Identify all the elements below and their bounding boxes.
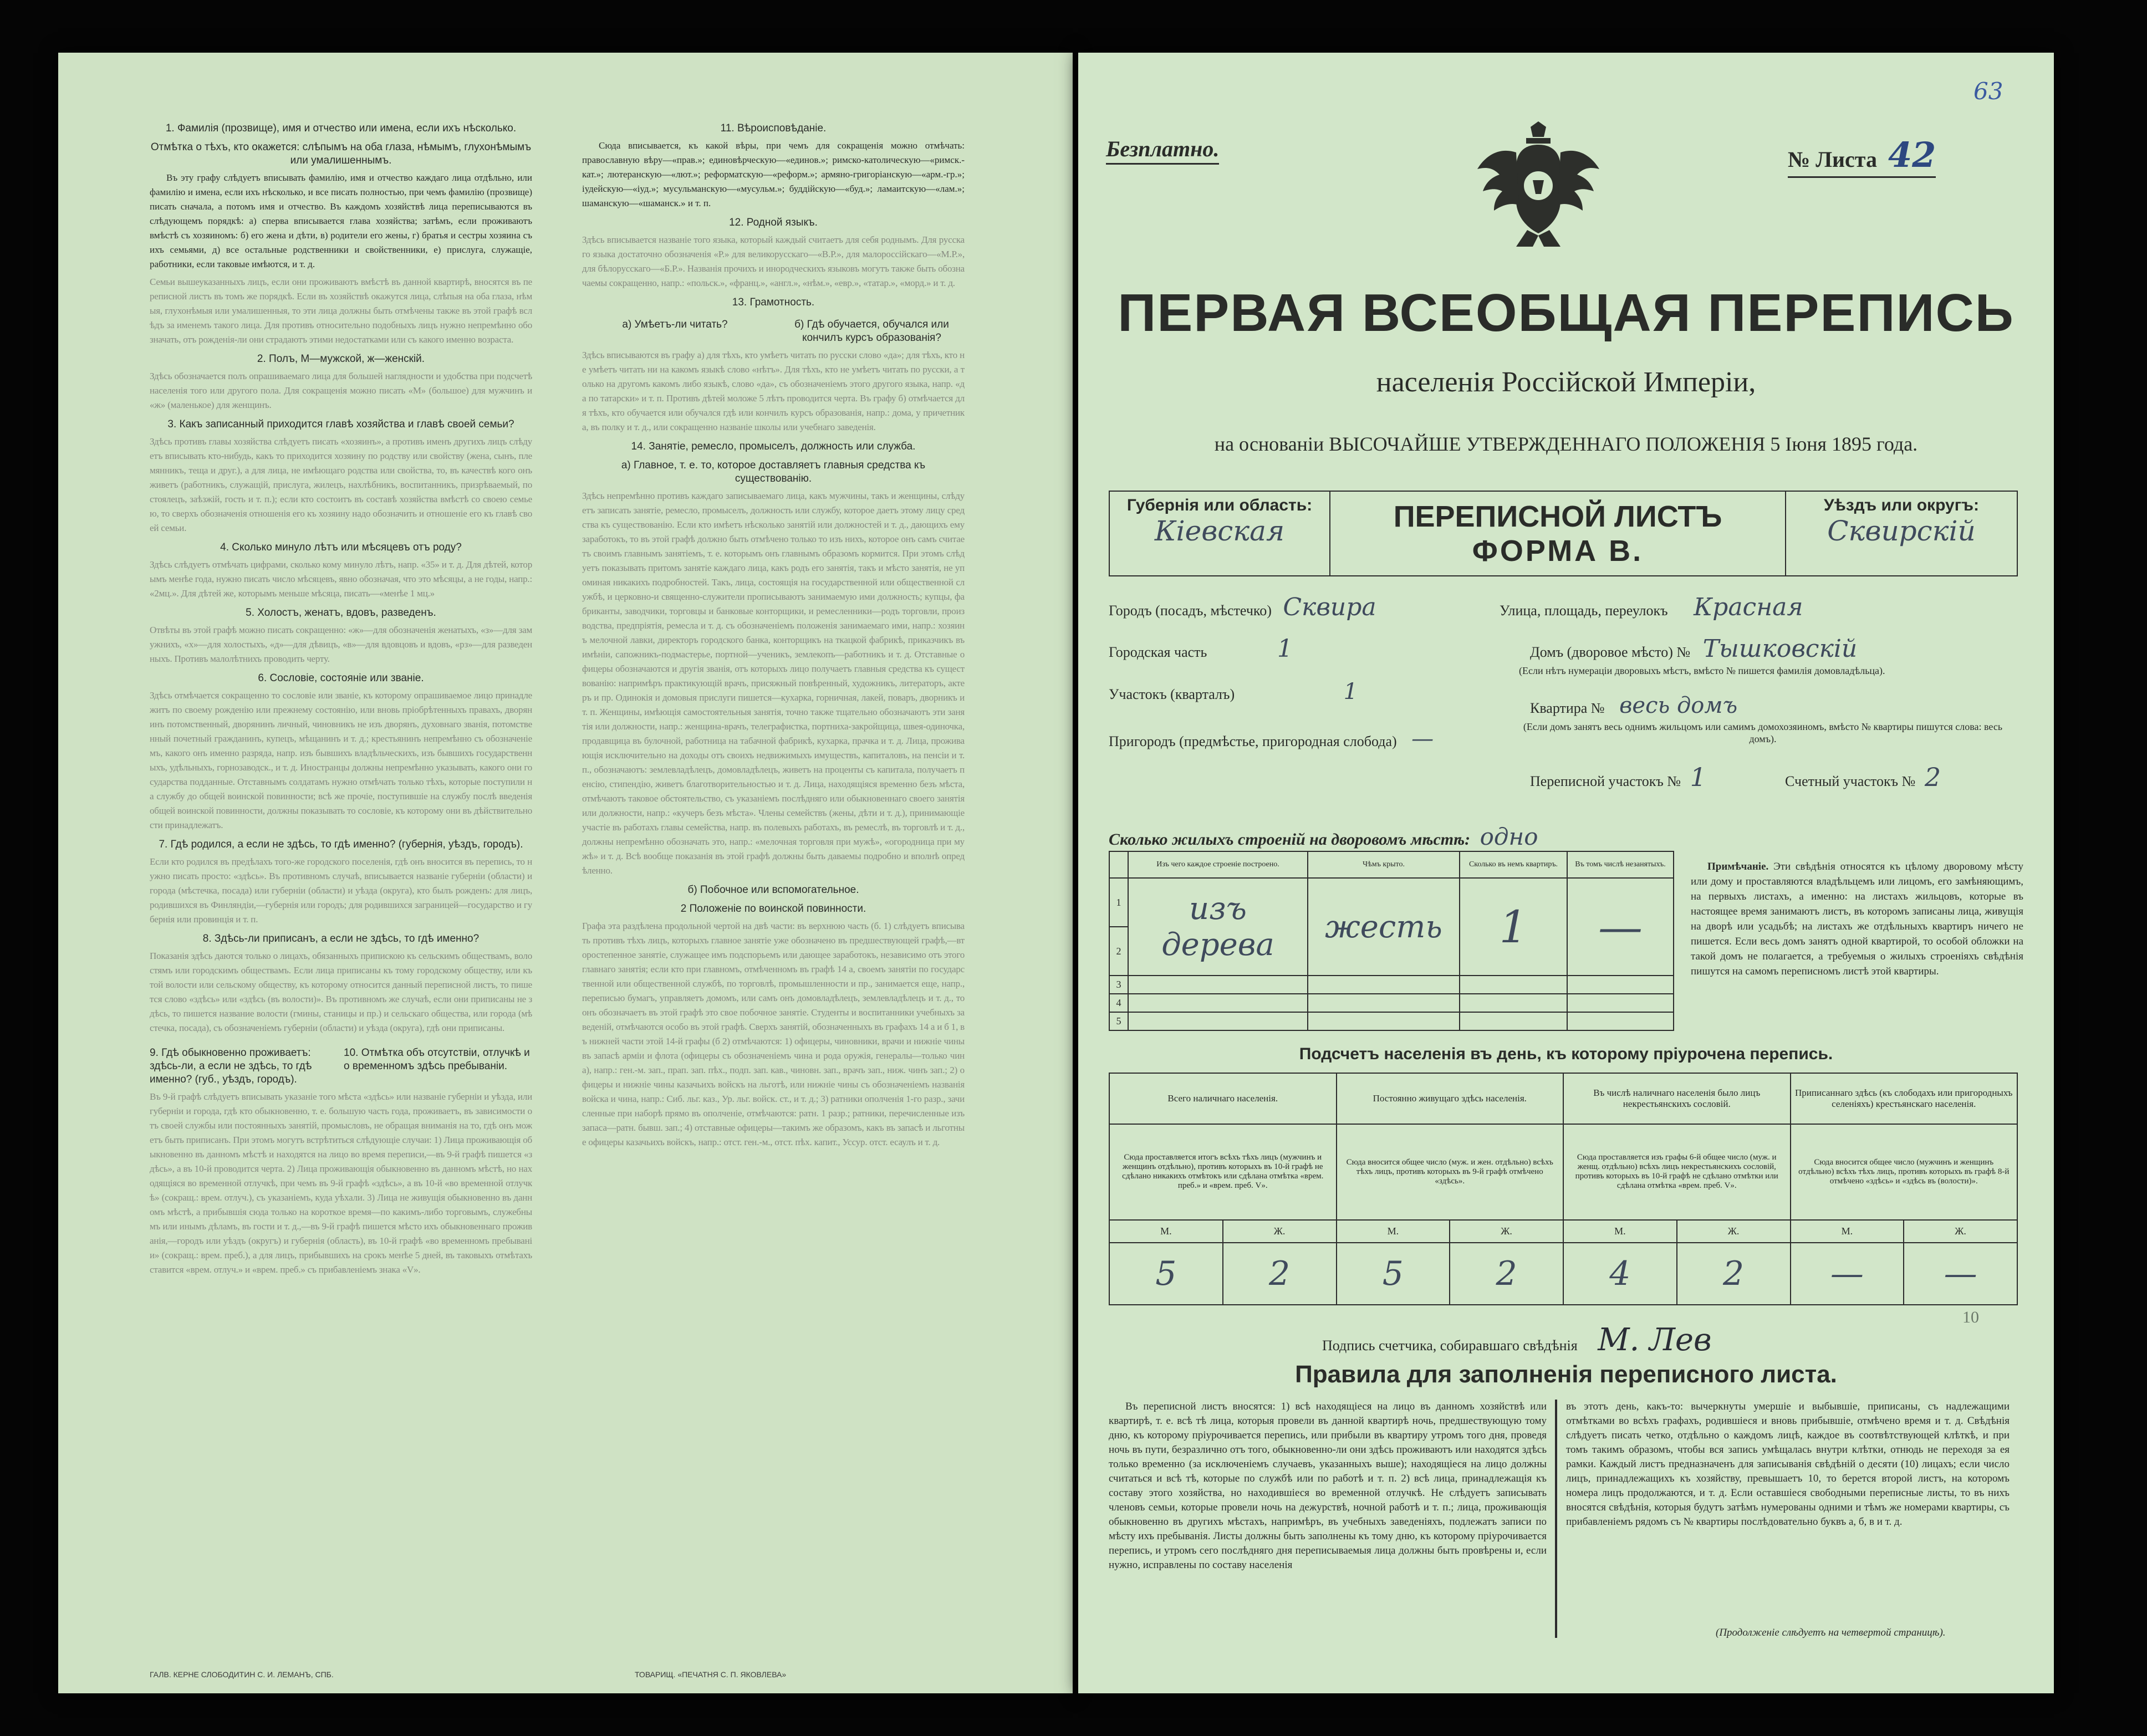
side-page-number: 10 xyxy=(1962,1308,1979,1326)
uchastok-value: 1 xyxy=(1343,679,1358,704)
count-value: 2 xyxy=(1450,1243,1563,1305)
col-zh: Ж. xyxy=(1677,1220,1791,1243)
bldg-material: изъ дерева xyxy=(1128,878,1308,976)
instructions-column-1: 1. Фамилія (прозвище), имя и отчество или имена, если ихъ нѣсколько. Отмѣтка о тѣхъ, кто окажется: слѣпымъ на оба глаза, нѣмымъ, глухонѣмымъ или умалишеннымъ. Въ эту графу слѣдуетъ вписывать фамилію, имя и отчество каждаго лица отдѣльно, или фамилію и имена, если ихъ нѣсколько, и все писать полностью, при чемъ фамилію (прозвище) писать сначала, а потомъ имя и отчество. Въ каждомъ хозяйствѣ лица переписываются въ слѣдующемъ порядкѣ: а) сперва вписывается глава хозяйства; затѣмъ, если проживаютъ вмѣстѣ съ хозяиномъ: б) его жена и дѣти, в) родители его жены, г) братья и сестры хозяина съ ихъ семьями, д) все остальные родственники и свойственники, е) прислуга, служащіе, работники, если таковые имѣются, и т. д. Семьи вышеуказанныхъ лицъ, если они проживаютъ вмѣстѣ въ данной квартирѣ, вносятся въ переписной листъ въ томъ же порядкѣ. Если въ хозяйствѣ окажутся лица, слѣпыя на оба глаза, нѣмыя, глухонѣмыя или умалишенныя, то эти лица должны быть отмѣчены также въ этой графѣ вслѣдъ за именемъ такого лица. Для противъ относительно подобныхъ лицъ нужно непремѣнно обозначать, отъ рожденія-ли они страдаютъ этими недостатками или съ какого именно возраста. 2. Полъ, М—мужской, ж—женскій. Здѣсь обозначается полъ опрашиваемаго лица для большей наглядности и удобства при подсчетѣ населенія того или другого пола. Для сокращенія можно писать «М» (большое) для мужчинъ и «ж» (маленькое) для женщинъ. 3. Какъ записанный приходится главѣ хозяйства и главѣ своей семьи? Здѣсь противъ главы хозяйства слѣдуетъ писать «хозяинъ», а противъ именъ другихъ лицъ слѣдуетъ вписывать кто-нибудь, какъ то приходится хозяину по родству или свойству (жена, сынъ, племянникъ, теща и друг.), а для лица, не имѣющаго родства или свойства, то, въ качествѣ кого онъ живетъ (работникъ, служащій, прислуга, жилецъ, нахлѣбникъ, воспитанникъ, призрѣваемый, постоялецъ, заѣзжій, гость и т. п.); если кто состоитъ въ составѣ хозяйства вмѣстѣ со своею семьею, то сверхъ обозначенія отношенія его къ хозяину надо обозначить и отношеніе его къ главѣ своей семьи. 4. Сколько минуло лѣтъ или мѣсяцевъ отъ роду? Здѣсь слѣдуетъ отмѣчать цифрами, сколько кому минуло лѣтъ, напр. «35» и т. д. Для дѣтей, которымъ менѣе года, нужно писать число мѣсяцевъ, явно обозначая, что это мѣсяцы, а не годы, напр.: «2мц.». Для дѣтей же, которымъ меньше мѣсяца, писать—«менѣе 1 мц.» 5. Холостъ, женатъ, вдовъ, разведенъ. Отвѣты въ этой графѣ можно писать сокращенно: «ж»—для обозначенія женатыхъ, «з»—для замужнихъ, «х»—для холостыхъ, «д»—для дѣвицъ, «в»—для вдовцовъ и вдовъ, «рз»—для разведенныхъ. Противъ малолѣтнихъ проводить черту. 6. Сословіе, состояніе или званіе. Здѣсь отмѣчается сокращенно то сословіе или званіе, къ которому опрашиваемое лицо принадлежитъ по своему рожденію или прежнему состоянію, или вновь пріобрѣтенныхъ правахъ, дворянинъ потомственный, дворянинъ личный, чиновникъ не изъ дворянъ, духовнаго званія, потомственный почетный гражданинъ, купецъ, мѣщанинъ и т. д.; крестьянинъ непремѣнно съ обозначеніемъ, какого онъ именно разряда, напр. изъ бывшихъ владѣльческихъ, изъ бывшихъ государственныхъ, удѣльныхъ, горнозаводск., и т. д. Иностранцы должны непремѣнно указывать, какого они государства подданные. Отставнымъ солдатамъ нужно отмѣчать только тѣхъ, которые поступили на службу до общей воинской повинности; всѣ же прочіе, поступившіе на службу послѣ введенія общей воинской повинности, должны показывать то сословіе, къ которому они въ дѣйствительности принадлежатъ. 7. Гдѣ родился, а если не здѣсь, то гдѣ именно? (губернія, уѣздъ, городъ). Если кто родился въ предѣлахъ того-же городского поселенія, гдѣ онъ вносится въ перепись, то нужно писать просто: «здѣсь». Въ противномъ случаѣ, вписывается названіе губерніи (области) и города (мѣстечка, посада) или губерніи (области) и уѣзда (округа), кто былъ рожденъ: для лицъ, родившихся въ Финляндіи,—губернія или городъ; для родившихся заграницей—государство и губернія или провинція и т. п. 8. Здѣсь-ли приписанъ, а если не здѣсь, то гдѣ именно? Показанія здѣсь даются только о лицахъ, обязанныхъ припискою къ сельскимъ обществамъ, волостямъ или городскимъ обществамъ. Если лица приписаны къ тому городскому обществу, или къ той волости или сельскому обществу, къ которому относится данный переписной листъ, то пишется слово «здѣсь» или «здѣсь (въ волости)». Въ противномъ же случаѣ, если они приписаны не здѣсь, то пишется название волости (гмины, станицы и пр.) и сельскаго общества, или города (мѣстечка, посада), съ обозначеніемъ губерніи (области) и уѣзда (округа), гдѣ они приписаны. 9. Гдѣ обыкновенно проживаетъ: здѣсь-ли, а если не здѣсь, то гдѣ именно? (губ., уѣздъ, городъ). 10. Отмѣтка объ отсутствіи, отлучкѣ и о временномъ здѣсь пребываніи. Въ 9-й графѣ слѣдуетъ вписывать указаніе того мѣста «здѣсь» или названіе губерніи и уѣзда, или губерніи и города, гдѣ кто обыкновенно, т. е. большую часть года, проживаетъ, въ зависимости отъ своей службы или постоянныхъ занятій, промысловъ, не обращая вниманія на то, гдѣ онъ можетъ быть приписанъ. При этомъ могутъ встрѣтиться слѣдующіе случаи: 1) Лица проживающія обыкновенно въ данномъ мѣстѣ и находятся на лицо во время переписи,—въ 9-й графѣ пишется «здѣсь», а въ 10-й проводится черта. 2) Лица проживающія обыкновенно въ данномъ мѣстѣ, но находящіяся во временной отлучкѣ, при чемъ въ 9-й графѣ «здѣсь», а въ 10-й «во временной отлучкѣ» (сокращ.: врем. отлуч.), съ указаніемъ, куда уѣхали. 3) Лица не живущія обыкновенно въ данномъ мѣстѣ, а прибывшія сюда только на короткое время—по какимъ-либо торговымъ, служебнымъ или инымъ дѣламъ, въ гости и т. д.,—въ 9-й графѣ пишется мѣсто ихъ обыкновеннаго проживанія,—городъ или уѣздъ (округъ) и губернія (область), въ 10-й графѣ «во временномъ пребываніи» (сокращ.: врем. преб.), а для лицъ, прибывшихъ на срокъ менѣе 5 дней, въ таковыхъ отмѣтахъ ставится «врем. отлуч.» и «врем. преб.» съ прибавленіемъ знака «V». xyxy=(150,122,532,1275)
uchastok-label: Участокъ (кварталъ) xyxy=(1109,686,1235,702)
dom-value: Тышковскій xyxy=(1702,635,1858,663)
imperial-eagle-icon xyxy=(1472,114,1605,252)
uezd-label: Уѣздъ или округъ: xyxy=(1823,496,1980,514)
count-value: 2 xyxy=(1677,1243,1791,1305)
heading-4: 4. Сколько минуло лѣтъ или мѣсяцевъ отъ роду? xyxy=(220,542,462,553)
heading-10: 10. Отмѣтка объ отсутствіи, отлучкѣ и о временномъ здѣсь пребываніи. xyxy=(344,1047,530,1072)
census-subtitle: населенія Россійской Имперіи, xyxy=(1376,366,1756,398)
left-page-instructions xyxy=(58,53,1073,1693)
bldg-header-roof: Чѣмъ крыто. xyxy=(1308,851,1460,878)
heading-2: 2. Полъ, М—мужской, ж—женскій. xyxy=(257,353,425,365)
perepisnoy-label: Переписной участокъ № xyxy=(1530,773,1681,789)
ulica-value: Красная xyxy=(1694,593,1803,621)
dom-label: Домъ (дворовое мѣсто) № xyxy=(1530,644,1691,660)
chast-value: 1 xyxy=(1277,635,1293,663)
count-header-permanent: Постоянно живущаго здѣсь населенія. xyxy=(1337,1073,1564,1124)
heading-9: 9. Гдѣ обыкновенно проживаетъ: здѣсь-ли, а если не здѣсь, то гдѣ именно? (губ., уѣздъ, городъ). xyxy=(150,1047,312,1085)
heading-1b: Отмѣтка о тѣхъ, кто окажется: слѣпымъ на оба глаза, нѣмымъ, глухонѣмымъ или умалишеннымъ. xyxy=(150,141,532,166)
count-desc-nonpeasant: Сюда проставляется изъ графы 6-й общее число (муж. и женщ. отдѣльно) всѣхъ лицъ некрестьянскихъ сословій, противъ которыхъ въ 10-й графѣ не сдѣлано отмѣтки или сдѣлана отмѣтка «врем. преб. V». xyxy=(1563,1124,1791,1220)
prigorod-label: Пригородъ (предмѣстье, пригородная слобода) xyxy=(1109,733,1397,749)
rules-right-column: въ этотъ день, какъ-то: вычеркнуты умершіе и выбывшіе, приписаны, съ надлежащими отмѣтками во всѣхъ графахъ, родившіеся и вновь прибывшіе, отмѣчено время и т. д. Свѣдѣнія слѣдуетъ писать четко, отдѣльно о каждомъ лицѣ, каждое въ соотвѣтствующей клѣткѣ, и при томъ такимъ образомъ, чтобы вся запись умѣщалась внутри клѣтки, отнюдь не переходя за ея рамки. Каждый листъ предназначенъ для записыванія свѣдѣній о десяти (10) лицахъ; если число лицъ, принадлежащихъ къ хозяйству, превышаетъ 10, то берется второй листъ, на которомъ номера лицъ продолжаются, и т. д. Если оставшіеся свободными переписные листы, то въ нихъ вносятся свѣдѣнія, которыя будутъ затѣмъ нумерованы одними и тѣмъ же номерами квартиры, съ прибавленіемъ рядомъ съ № квартиры послѣдовательно буквъ а, б, в и т. д. xyxy=(1566,1401,2010,1528)
printer-imprint-left: ГАЛВ. КЕРНЕ СЛОБОДИТИН С. И. ЛЕМАНЪ, СПБ. xyxy=(150,1670,334,1679)
kvartira-value: весь домъ xyxy=(1619,693,1738,718)
heading-7: 7. Гдѣ родился, а если не здѣсь, то гдѣ именно? (губернія, уѣздъ, городъ). xyxy=(159,839,523,850)
count-header-total: Всего наличнаго населенія. xyxy=(1109,1073,1337,1124)
bldg-row: 1 изъ дерева жесть 1 — xyxy=(1109,878,1674,927)
instructions-column-2: 11. Вѣроисповѣданіе. Сюда вписывается, къ какой вѣры, при чемъ для сокращенія можно отмѣчать: православную вѣру—«прав.»; единовѣрческую—«единов.»; римско-католическую—«римск.-кат.»; лютеранскую—«лют.»; реформатскую—«реформ.»; армяно-григоріанскую—«арм.-гр.»; іудейскую—«іуд.»; мусульманскую—«мусульм.»; буддійскую—«буд.»; ламаитскую—«лам.»; шаманскую—«шаманск.» и т. п. 12. Родной языкъ. Здѣсь вписывается названіе того языка, который каждый считаетъ для себя роднымъ. Для русскаго языка достаточно обозначенія «Р.» для великорусскаго—«В.Р.», для малороссійскаго—«М.Р.», для бѣлорусскаго—«Б.Р.». Названія прочихъ и инородческихъ языковъ могутъ также быть обозначаемы сокращенно, напр.: «польск.», «франц.», «англ.», «нѣм.», «евр.», «татар.», «морд.» и т. д. 13. Грамотность. а) Умѣетъ-ли читать? б) Гдѣ обучается, обучался или кончилъ курсъ образованія? Здѣсь вписываются въ графу а) для тѣхъ, кто умѣетъ читать по русски слово «да»; для тѣхъ, кто не умѣетъ читать ни на какомъ языкѣ слово «нѣтъ». Для тѣхъ, кто не умѣетъ читать по русски, а только на другомъ какомъ либо языкѣ, слово «да», съ обозначеніемъ этого другого языка, напр. «да по татарски» и т. п. Противъ дѣтей моложе 5 лѣтъ проводится черта. Въ графу б) отмѣчается для тѣхъ, кто обучается или обучался гдѣ или кончилъ курсъ образованія, напр.: дома, у причетника, въ полку и т. д., или сокращенно названіе школы или учебнаго заведенія. 14. Занятіе, ремесло, промыселъ, должность или служба. а) Главное, т. е. то, которое доставляетъ главныя средства къ существованію. Здѣсь непремѣнно противъ каждаго записываемаго лица, какъ мужчины, такъ и женщины, слѣдуетъ записать занятіе, ремесло, промыселъ, должность или службу, которое даетъ этому лицу средства къ существованію. Если кто имѣетъ нѣсколько занятій или должностей и т. д., дающихъ ему заработокъ, то въ этой графѣ должно быть отмѣчено только то изъ нихъ, которое онъ самъ считаетъ своимъ главнымъ занятіемъ, т. е. которымъ онъ главнымъ образомъ кормится. При этомъ слѣдуетъ показывать притомъ занятіе каждаго лица, какъ родъ его занятія, такъ и мѣсто занятія, не упоминая никакихъ подробностей. Такъ, лица, состоящія на государственной или общественной службѣ, и церковно-и священно-служители прописываютъ занимаемую ими должность; купцы, фабриканты, заводчики, торговцы и банковые конторщики, и ремесленники—родъ торговли, производства, предпріятія, ремесла и т. д. съ обозначеніемъ положенія занимаемаго ими, напр.: хозяинъ мелочной лавки, директоръ городского банка, конторщикъ на ткацкой фабрикѣ, приказчикъ въ имѣніи, сапожникъ-подмастерье, портной—ученикъ, землекопъ—работникъ и т. д. Отставные офицеры обозначаются и другія званія, отъ которыхъ лицо получаетъ главныя средства къ существованію: напримѣръ практикующій врачъ, присяжный повѣренный, художникъ, литераторъ, актеръ и пр. Одинокія и домовыя прислуги пишется—кухарка, горничная, лакей, поваръ, дворникъ и т. п. Женщины, имѣющія самостоятельныя занятія, точно также тщательно обозначаютъ эти занятія или должности, напр.: женщина-врачъ, телеграфистка, портниха-закройщица, швея-одиночка, продавщица въ булочной, работница на табачной фабрикѣ, кухарка, прачка и т. д. Лица, проживающія исключительно на доходы отъ своихъ недвижимыхъ имуществъ, капиталовъ, на пенсіи и т. п., обозначаютъ: землевладѣлецъ, домовладѣлецъ, живетъ на проценты съ капитала, получаетъ пенсію, стипендію, живетъ благотворительностью и т. д. Лица, находящіяся временно безъ мѣста, отмѣчаютъ таковое обстоятельство, съ указаніемъ послѣдняго или обыкновеннаго своего занятія или должности, напр.: «кучеръ безъ мѣста». Члены семействъ (жены, дѣти и т. д.), принимающіе участіе въ работахъ главы семейства, напр. въ полевыхъ работахъ, въ ремеслѣ, въ торговлѣ и т. д., должны непремѣнно обозначать это, напр.: «мелочная торговля при мужѣ», «огородница при мужѣ» и т. д. Всѣ вообще показанія въ этой графѣ должны быть даваемы подробно и вполнѣ опредѣленно. б) Побочное или вспомогательное. 2 Положеніе по воинской повинности. Графа эта раздѣлена продольной чертой на двѣ части: въ верхнюю часть (б. 1) слѣдуетъ вписывать противъ тѣхъ лицъ, которыхъ главное занятіе уже обозначено въ предшествующей графѣ,—второстепенное занятіе, служащее имъ подспорьемъ или дающее заработокъ, независимо отъ этого главнаго занятія; если кто при главномъ, отмѣченномъ въ графѣ 14 а, своемъ занятіи по государственной или общественной службѣ, по торговлѣ, промышленности и пр., занимается еще, напр., переписью бумагъ, управляетъ домомъ, или самъ онъ домовладѣлецъ, землевладѣлецъ и т. д., то онъ обозначаетъ въ этой графѣ это свое побочное занятіе. Студенты и воспитанники учебныхъ заведеній, отмѣчаются особо въ этой графѣ. Сверхъ занятій, обозначенныхъ въ графахъ 14 а и б 1, въ нижней части этой 14-й графы (б 2) отмѣчаются: 1) офицеры, чиновники, врачи и нижніе чины въ запасѣ арміи и флота (офицеры съ обозначеніемъ чина и рода оружія, генералы—только чина), напр.: ген.-м. зап., прап. зап. пѣх., подп. зап. кав., чиновн. зап., врачъ зап., ниж. чинъ зап.; 2) офицеры и нижніе чины казачьихъ войскъ на льготѣ, или нижніе чины съ обозначеніемъ названія войска и чина, напр.: Сиб. льг. каз., Ур. льг. войск. ст., и т. д.; 3) ратники ополченія 1-го разр., зачисленные при наборѣ прямо въ ополченіе, отмѣчаются: ратн. 1 разр.; ратники, перечисленные изъ запаса—ратн. бывш. зап.; 4) отставные офицеры—такимъ же образомъ, какъ въ запасѣ и льготные офицеры казачьихъ войскъ, напр.: отст. ген.-м., отст. пѣх. капит., Уссур. отст. есаулъ и т. д. xyxy=(582,122,965,1147)
bldg-apartments: 1 xyxy=(1460,878,1567,976)
col-m: М. xyxy=(1109,1220,1223,1243)
rules-continuation: (Продолженіе слѣдуетъ на четвертой страницѣ). xyxy=(1716,1627,1946,1638)
bldg-row: 4 xyxy=(1109,994,1674,1012)
right-page-census-form xyxy=(1078,53,2054,1693)
count-header-nonpeasant: Въ числѣ наличнаго населенія было лицъ некрестьянскихъ сословій. xyxy=(1563,1073,1791,1124)
heading-6: 6. Сословіе, состояніе или званіе. xyxy=(258,672,424,684)
heading-5: 5. Холостъ, женатъ, вдовъ, разведенъ. xyxy=(246,607,436,619)
count-desc-permanent: Сюда вносится общее число (муж. и жен. отдѣльно) всѣхъ тѣхъ лицъ, противъ которыхъ въ 9-й графѣ отмѣчено «здѣсь». xyxy=(1337,1124,1564,1220)
instructions-text-1: Въ эту графу слѣдуетъ вписывать фамилію, имя и отчество каждаго лица отдѣльно, или фамилію и имена, если ихъ нѣсколько, и все писать полностью, при чемъ фамилію (прозвище) писать сначала, а потомъ имя и отчество. Въ каждомъ хозяйствѣ лица переписываются въ слѣдующемъ порядкѣ: а) сперва вписывается глава хозяйства; затѣмъ, если проживаютъ вмѣстѣ съ хозяиномъ: б) его жена и дѣти, в) родители его жены, г) братья и сестры хозяина съ ихъ семьями, д) все остальные родственники и свойственники, е) прислуга, служащіе, работники, если таковые имѣются, и т. д. xyxy=(150,172,532,269)
heading-14b: б) Побочное или вспомогательное. xyxy=(687,884,859,896)
note-label: Примѣчаніе. xyxy=(1707,861,1769,872)
heading-3: 3. Какъ записанный приходится главѣ хозяйства и главѣ своей семьи? xyxy=(167,418,514,430)
census-basis: на основаніи ВЫСОЧАЙШЕ УТВЕРЖДЕННАГО ПОЛОЖЕНІЯ 5 Іюня 1895 года. xyxy=(1214,433,1918,455)
col-m: М. xyxy=(1791,1220,1904,1243)
heading-14: 14. Занятіе, ремесло, промыселъ, должность или служба. xyxy=(631,441,916,452)
count-title: Подсчетъ населенія въ день, къ которому пріурочена перепись. xyxy=(1299,1045,1833,1063)
dwellings-label: Сколько жилыхъ строеній на дворовомъ мѣстѣ: xyxy=(1109,830,1471,849)
col-m: М. xyxy=(1337,1220,1450,1243)
bldg-row: 5 xyxy=(1109,1012,1674,1030)
bldg-header-apartments: Сколько въ немъ квартиръ. xyxy=(1460,851,1567,878)
gubernia-value: Кіевская xyxy=(1154,515,1285,547)
schetny-value: 2 xyxy=(1924,762,1941,792)
schetny-label: Счетный участокъ № xyxy=(1785,773,1916,789)
sheet-corner-number: 63 xyxy=(1973,78,2003,105)
col-zh: Ж. xyxy=(1904,1220,2017,1243)
form-name: ФОРМА В. xyxy=(1472,534,1644,568)
population-count-table xyxy=(1109,1073,2018,1305)
bldg-row: 2 xyxy=(1109,927,1674,976)
col-zh: Ж. xyxy=(1223,1220,1337,1243)
heading-8: 8. Здѣсь-ли приписанъ, а если не здѣсь, то гдѣ именно? xyxy=(202,933,480,944)
col-zh: Ж. xyxy=(1450,1220,1563,1243)
count-value: 5 xyxy=(1337,1243,1450,1305)
kvartira-label: Квартира № xyxy=(1530,700,1605,716)
count-value: 4 xyxy=(1563,1243,1677,1305)
gubernia-label: Губернія или область: xyxy=(1126,496,1313,514)
rules-title: Правила для заполненія переписного листа. xyxy=(1295,1361,1837,1388)
note-text: Эти свѣдѣнія относятся къ цѣлому дворовому мѣсту или дому и проставляются владѣльцемъ или лицомъ, его замѣняющимъ, на первыхъ листахъ, а именно: на листахъ жильцовъ, которые въ настоящее время занимаютъ листъ, въ которомъ записаны лица, живущія на дворѣ или усадьбѣ; на листахъ же отдѣльныхъ квартиръ ничего не пишется. Если весь домъ занятъ одной квартирой, то особой обложки на такой домъ не полагается, а требуемыя о жилыхъ строеніяхъ свѣдѣнія пишутся на самомъ переписномъ листѣ этой квартиры. xyxy=(1691,861,2024,977)
count-value: 5 xyxy=(1109,1243,1223,1305)
counter-signature: М. Лев xyxy=(1598,1322,1712,1358)
heading-12: 12. Родной языкъ. xyxy=(729,217,818,228)
bldg-header-material: Изъ чего каждое строеніе построено. xyxy=(1128,851,1308,878)
bldg-roof: жесть xyxy=(1308,878,1460,976)
heading-11: 11. Вѣроисповѣданіе. xyxy=(720,122,827,134)
heading-13: 13. Грамотность. xyxy=(732,297,815,308)
bldg-header-empty: Въ томъ числѣ незанятыхъ. xyxy=(1567,851,1674,878)
perepisnoy-value: 1 xyxy=(1690,762,1706,792)
heading-13b: б) Гдѣ обучается, обучался или кончилъ курсъ образованія? xyxy=(794,319,949,344)
chast-label: Городская часть xyxy=(1109,644,1207,660)
bldg-row: 3 xyxy=(1109,976,1674,994)
form-title: ПЕРЕПИСНОЙ ЛИСТЪ xyxy=(1393,499,1722,533)
printer-imprint-right: ТОВАРИЩ. «ПЕЧАТНЯ С. П. ЯКОВЛЕВА» xyxy=(635,1670,787,1679)
col-m: М. xyxy=(1563,1220,1677,1243)
count-value: — xyxy=(1791,1243,1904,1305)
rules-divider xyxy=(1555,1400,1557,1638)
count-value: 2 xyxy=(1223,1243,1337,1305)
heading-14a: а) Главное, т. е. то, которое доставляетъ главныя средства къ существованію. xyxy=(621,459,926,484)
uezd-value: Сквирскій xyxy=(1827,515,1976,547)
bldg-empty: — xyxy=(1567,878,1674,976)
rules-left-column: Въ переписной листъ вносятся: 1) всѣ находящіеся на лицо въ данномъ хозяйствѣ или квартирѣ, т. е. всѣ тѣ лица, которыя провели въ данной квартирѣ ночь, предшествующую тому дню, къ которому пріурочивается перепись, или прибыли въ квартиру утромъ того дня, проведя ночь въ пути, безразлично отъ того, обыкновенно-ли они здѣсь проживаютъ или находятся здѣсь только временно (за исключеніемъ случаевъ, указанныхъ выше); находящіеся на лицо должны считаться и всѣ тѣ, которые по службѣ или по работѣ и т. п. 2) всѣ лица, принадлежащія къ составу этого хозяйства, но находившіеся во временной отлучкѣ. Не слѣдуетъ записывать членовъ семьи, которые провели ночь на дежурствѣ, ночной работѣ и т. п.; лица, проживающія обыкновенно въ другихъ мѣстахъ, напримѣръ, въ учебныхъ заведеніяхъ, подлежатъ записи по мѣсту ихъ пребыванія. Листы должны быть заполнены къ тому дню, къ которому пріурочивается перепись, и утромъ сего послѣдняго дня переписываемыя лица должны быть провѣрены и, если нужно, исправлены по составу населенія xyxy=(1109,1401,1547,1571)
heading-13a: а) Умѣетъ-ли читать? xyxy=(622,319,728,330)
count-desc-total: Сюда проставляется итогъ всѣхъ тѣхъ лицъ (мужчинъ и женщинъ отдѣльно), противъ которыхъ въ 10-й графѣ не сдѣлано никакихъ отмѣтокъ или сдѣлана отмѣтка «врем. преб.» и «врем. преб. V». xyxy=(1109,1124,1337,1220)
prigorod-value: — xyxy=(1411,726,1434,752)
instructions-text-11: Сюда вписывается, къ какой вѣры, при чемъ для сокращенія можно отмѣчать: православную вѣру—«прав.»; единовѣрческую—«единов.»; римско-католическую—«римск.-кат.»; лютеранскую—«лют.»; реформатскую—«реформ.»; армяно-григоріанскую—«арм.-гр.»; іудейскую—«іуд.»; мусульманскую—«мусульм.»; буддійскую—«буд.»; ламаитскую—«лам.»; шаманскую—«шаманск.» и т. п. xyxy=(582,140,965,208)
dwellings-value: одно xyxy=(1480,823,1538,850)
count-value: — xyxy=(1904,1243,2017,1305)
count-desc-peasant: Сюда вносится общее число (мужчинъ и женщинъ отдѣльно) всѣхъ тѣхъ лицъ, противъ которыхъ въ графѣ 8-й отмѣчено «здѣсь» и «здѣсь въ (волости)». xyxy=(1791,1124,2018,1220)
buildings-table xyxy=(1109,851,1674,1031)
census-title: ПЕРВАЯ ВСЕОБЩАЯ ПЕРЕПИСЬ xyxy=(1118,283,2015,343)
signature-label: Подпись счетчика, собиравшаго свѣдѣнія xyxy=(1322,1337,1578,1354)
free-label: Безплатно. xyxy=(1106,136,1219,165)
sheet-number-label: № Листа xyxy=(1788,147,1877,172)
heading-1: 1. Фамилія (прозвище), имя и отчество или имена, если ихъ нѣсколько. xyxy=(165,122,517,134)
heading-15: 2 Положеніе по воинской повинности. xyxy=(680,903,866,915)
kvartira-note: (Если домъ занятъ весь однимъ жильцомъ или самимъ домохозяиномъ, вмѣсто № квартиры пишутся слова: весь домъ). xyxy=(1523,721,2003,744)
dom-note: (Если нѣтъ нумераціи дворовыхъ мѣстъ, вмѣсто № пишется фамилія домовладѣльца). xyxy=(1519,665,1885,676)
sheet-number-value: 42 xyxy=(1888,135,1936,175)
ulica-label: Улица, площадь, переулокъ xyxy=(1500,603,1668,619)
gorod-label: Городъ (посадъ, мѣстечко) xyxy=(1109,603,1272,619)
gorod-value: Сквира xyxy=(1283,593,1376,621)
header-box xyxy=(1109,491,2018,576)
count-header-peasant: Приписаннаго здѣсь (къ слободахъ или пригородныхъ селеніяхъ) крестьянскаго населенія. xyxy=(1791,1073,2018,1124)
